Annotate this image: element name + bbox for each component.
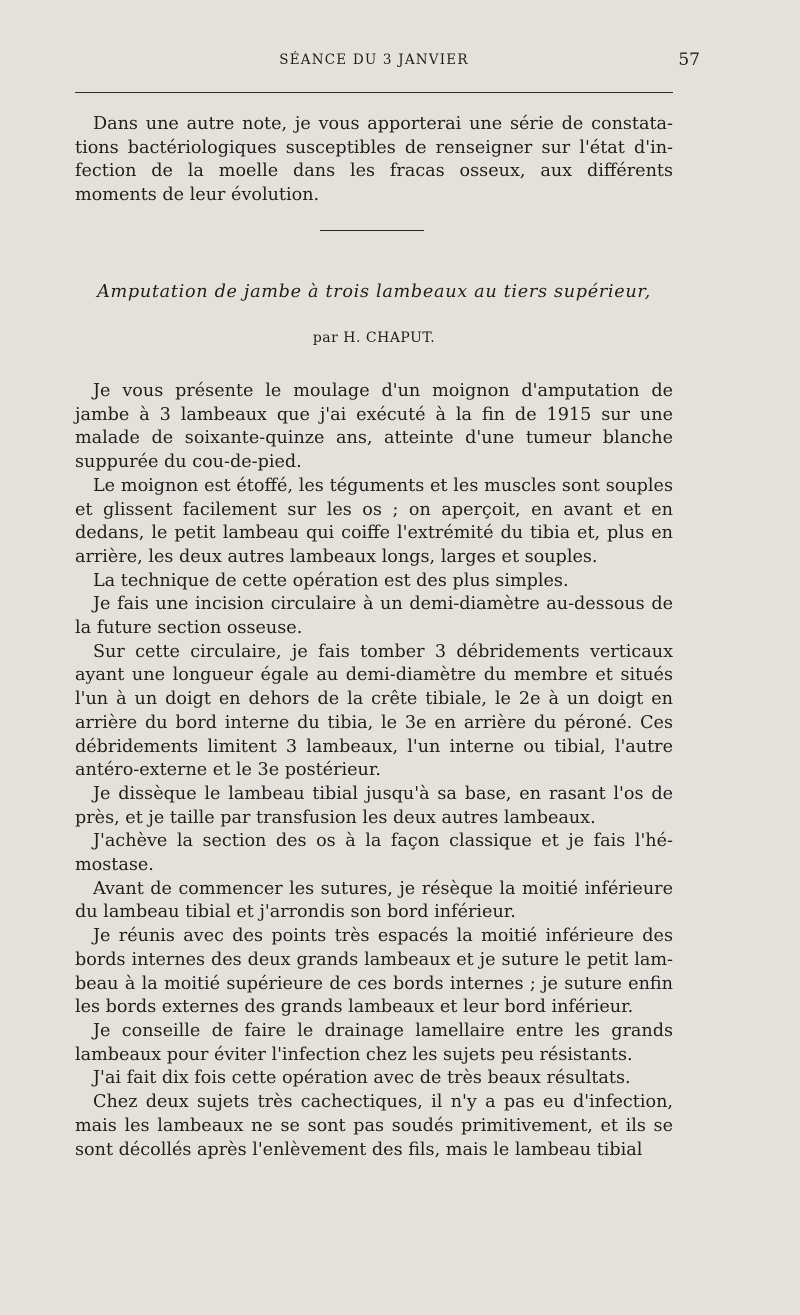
body-paragraph: Chez deux sujets très cachectiques, il n'y a pas eu d'infection, mais les lambeaux ne se sont pas soudés primitivement, et ils se sont décollés après l'enlèvement des fils, mais le lambeau tibial	[75, 1092, 673, 1160]
section-separator	[320, 230, 424, 231]
article-body	[75, 380, 673, 1162]
body-paragraph: J'achève la section des os à la façon classique et je fais l'hémostase.	[75, 831, 673, 876]
body-paragraph: Je dissèque le lambeau tibial jusqu'à sa base, en rasant l'os de près, et je taille par transfusion les deux autres lambeaux.	[75, 783, 673, 828]
body-paragraph: Sur cette circulaire, je fais tomber 3 débridements verticaux ayant une longueur égale au demi-diamètre du membre et situés l'un à un doigt en dehors de la crête tibiale, le 2e à un doigt en arrière du bord interne du tibia, le 3e en arrière du péroné. Ces débridements limitent 3 lambeaux, l'un interne ou tibial, l'autre antéro-externe et le 3e postérieur.	[75, 641, 673, 781]
intro-paragraph: Dans une autre note, je vous apporterai une série de constatations bactériologiques susceptibles de renseigner sur l'état d'infection de la moelle dans les fracas osseux, aux différents moments de leur évolution.	[75, 114, 673, 206]
article-byline: par H. CHAPUT.	[312, 330, 436, 346]
body-paragraph: La technique de cette opération est des plus simples.	[93, 570, 569, 591]
body-paragraph: Avant de commencer les sutures, je résèque la moitié inférieure du lambeau tibial et j'arrondis son bord inférieur.	[75, 878, 673, 923]
body-paragraph: Je conseille de faire le drainage lamellaire entre les grands lambeaux pour éviter l'infection chez les sujets peu résistants.	[75, 1020, 673, 1065]
header-rule	[75, 92, 673, 93]
body-paragraph: J'ai fait dix fois cette opération avec de très beaux résultats.	[93, 1068, 631, 1089]
body-paragraph: Le moignon est étoffé, les téguments et les muscles sont souples et glissent facilement sur les os ; on aperçoit, en avant et en dedans, le petit lambeau qui coiffe l'extrémité du tibia et, plus en arrière, les deux autres lambeaux longs, larges et souples.	[75, 475, 673, 567]
intro-section	[75, 113, 673, 208]
article-title: Amputation de jambe à trois lambeaux au tiers supérieur,	[97, 282, 651, 302]
body-paragraph: Je vous présente le moulage d'un moignon d'amputation de jambe à 3 lambeaux que j'ai exécuté à la fin de 1915 sur une malade de soixante-quinze ans, atteinte d'une tumeur blanche suppurée du cou-de-pied.	[75, 381, 673, 473]
running-title: SÉANCE DU 3 JANVIER	[279, 52, 469, 68]
body-paragraph: Je fais une incision circulaire à un demi-diamètre au-dessous de la future section osseuse.	[75, 594, 673, 639]
page-number: 57	[678, 50, 700, 70]
body-paragraph: Je réunis avec des points très espacés la moitié inférieure des bords internes des deux grands lambeaux et je suture le petit lambeau à la moitié supérieure de ces bords internes ; je suture enfin les bords externes des grands lambeaux et leur bord inférieur.	[75, 926, 673, 1018]
running-header	[75, 50, 700, 72]
